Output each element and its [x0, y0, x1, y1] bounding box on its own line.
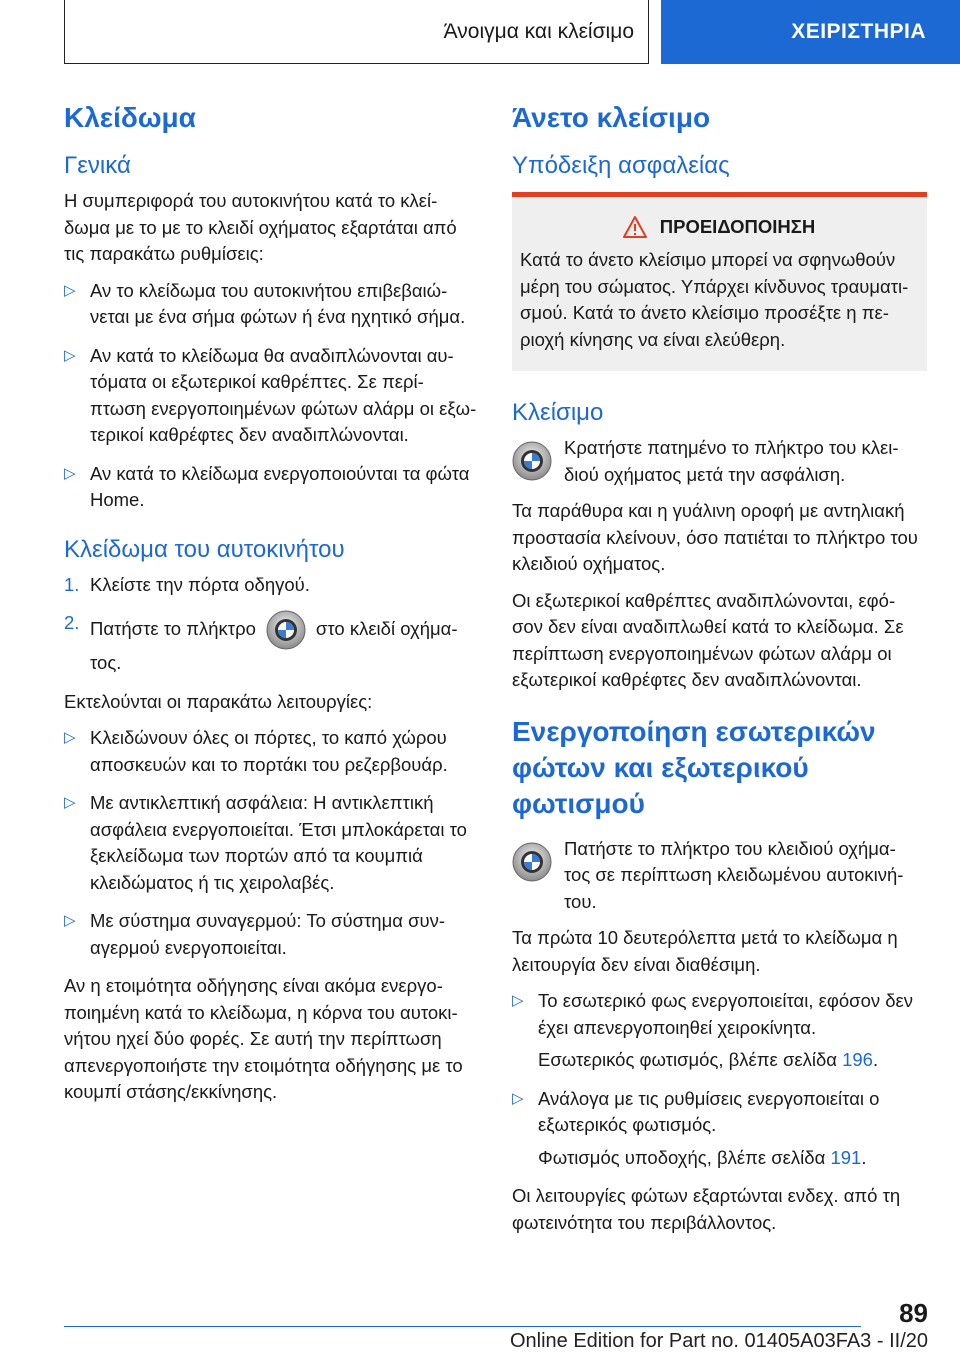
left-column — [64, 100, 479, 1116]
warning-box — [512, 192, 927, 371]
functions-paragraph: Εκτελούνται οι παρακάτω λειτουργίες: — [64, 690, 373, 712]
bmw-key-button-icon — [512, 441, 552, 481]
list-item: ▷ Αν κατά το κλείδωμα θα αναδιπλώνονται αυ- τόματα οι εξωτερικοί καθρέπτες. Σε περί- πτωση ενεργοποιημένων φώτων αλάρμ οι εξω- τερικοί καθρέφτες δεν αναδιπλώνονται. — [64, 344, 477, 445]
functions-list — [64, 725, 479, 961]
lights-paragraph-2: Τα πρώτα 10 δευτερόλεπτα μετά το κλείδωμα η λειτουργία δεν είναι διαθέσιμη. — [512, 927, 898, 975]
page-link-196[interactable]: 196 — [842, 1049, 873, 1070]
heading-locking: Κλείδωμα — [64, 102, 196, 133]
warning-triangle-icon — [622, 215, 648, 239]
closing-paragraph: Αν η ετοιμότητα οδήγησης είναι ακόμα ενεργο- ποιημένη κατά το κλείδωμα, η κόρνα του αυτοκι- νήτου ηχεί δύο φορές. Σε αυτή την περίπτωση απενεργοποιήστε την ετοιμότητα οδήγησης με το κουμπί στάσης/εκκίνησης. — [64, 975, 463, 1102]
general-paragraph: Η συμπεριφορά του αυτοκινήτου κατά το κλεί- δωμα με το με το κλειδί οχήματος εξαρτάται από τις παρακάτω ρυθμίσεις: — [64, 190, 457, 264]
triangle-bullet-icon: ▷ — [64, 281, 76, 299]
cross-reference: Φωτισμός υποδοχής, βλέπε σελίδα 191. — [538, 1146, 867, 1168]
triangle-bullet-icon: ▷ — [64, 794, 76, 811]
general-list — [64, 278, 479, 514]
list-item: ▷ Με σύστημα συναγερμού: Το σύστημα συν- αγερμού ενεργοποιείται. — [64, 910, 446, 958]
header-section-title — [64, 0, 649, 64]
triangle-bullet-icon: ▷ — [64, 729, 76, 746]
footer-divider — [64, 1326, 861, 1327]
heading-lock-vehicle: Κλείδωμα του αυτοκινήτου — [64, 535, 345, 563]
chapter-label: ΧΕΙΡΙΣΤΗΡΙΑ — [791, 20, 926, 43]
page-number: 89 — [899, 1298, 928, 1328]
footer-edition: Online Edition for Part no. 01405A03FA3 - II/20 — [509, 1330, 928, 1352]
step-item: 1. Κλείστε την πόρτα οδηγού. — [64, 573, 310, 595]
list-item: ▷ Κλειδώνουν όλες οι πόρτες, το καπό χώρου αποσκευών και το πορτάκι του ρεζερβουάρ. — [64, 727, 448, 775]
list-item: ▷ Το εσωτερικό φως ενεργοποιείται, εφόσον δεν έχει απενεργοποιηθεί χειροκίνητα. — [512, 990, 914, 1038]
heading-comfort-close: Άνετο κλείσιμο — [512, 102, 711, 133]
list-item: ▷ Ανάλογα με τις ρυθμίσεις ενεργοποιείται ο εξωτερικός φωτισμός. — [512, 1087, 880, 1135]
close-instruction: Κρατήστε πατημένο το πλήκτρο του κλει- διού οχήματος μετά την ασφάλιση. — [512, 435, 927, 488]
lights-instruction: Πατήστε το πλήκτρο του κλειδιού οχήμα- τος σε περίπτωση κλειδωμένου αυτοκινή- του. — [512, 836, 927, 916]
bmw-key-button-icon — [266, 610, 306, 650]
heading-close: Κλείσιμο — [512, 399, 604, 426]
triangle-bullet-icon: ▷ — [512, 1089, 524, 1107]
page-link-191[interactable]: 191 — [830, 1146, 862, 1168]
list-item: ▷ Αν το κλείδωμα του αυτοκινήτου επιβεβαιώ- νεται με ένα σήμα φώτων ή ένα ηχητικό σήμα. — [64, 279, 466, 327]
bmw-key-button-icon — [512, 842, 552, 882]
close-paragraph-2: Τα παράθυρα και η γυάλινη οροφή με αντηλιακή προστασία κλείνουν, όσο πατιέται το πλήκτρο του κλειδιού οχήματος. — [512, 500, 918, 574]
triangle-bullet-icon: ▷ — [64, 346, 76, 364]
heading-safety-note: Υπόδειξη ασφαλείας — [512, 152, 730, 179]
triangle-bullet-icon: ▷ — [512, 992, 524, 1009]
warning-text: Κατά το άνετο κλείσιμο μπορεί να σφηνωθούν μέρη του σώματος. Υπάρχει κίνδυνος τραυματι- σμού. Κατά το άνετο κλείσιμο προσέξτε η πε- ριοχή κίνησης να είναι ελεύθερη. — [520, 249, 909, 350]
cross-reference: Εσωτερικός φωτισμός, βλέπε σελίδα 196. — [538, 1049, 879, 1070]
lights-paragraph-3: Οι λειτουργίες φώτων εξαρτώνται ενδεχ. από τη φωτεινότητα του περιβάλλοντος. — [512, 1185, 901, 1233]
lights-list — [512, 988, 927, 1041]
lock-steps — [64, 572, 479, 677]
lights-list-2 — [512, 1086, 927, 1139]
list-item: ▷ Με αντικλεπτική ασφάλεια: Η αντικλεπτική ασφάλεια ενεργοποιείται. Έτσι μπλοκάρεται το ξεκλείδωμα των πορτών από τα κουμπιά κλειδώματος ή τις χειρολαβές. — [64, 792, 467, 893]
section-label: Άνοιγμα και κλείσιμο — [443, 19, 634, 43]
right-column — [512, 100, 927, 1246]
header-chapter-tab[interactable] — [661, 0, 960, 64]
close-paragraph-3: Οι εξωτερικοί καθρέπτες αναδιπλώνονται, εφό- σον δεν είναι αναδιπλωθεί κατά το κλείδωμα. Σε περίπτωση ενεργοποιημένων φώτων αλάρμ οι εξωτερικοί καθρέφτες δεν αναδιπλώνονται. — [512, 589, 904, 690]
heading-general: Γενικά — [64, 152, 131, 179]
heading-lights: Ενεργοποίηση εσωτερικών φώτων και εξωτερικού φωτισμού — [512, 715, 876, 819]
warning-title: ΠΡΟΕΙΔΟΠΟΙΗΣΗ — [520, 215, 917, 239]
list-item: ▷ Αν κατά το κλείδωμα ενεργοποιούνται τα φώτα Home. — [64, 462, 470, 510]
triangle-bullet-icon: ▷ — [64, 912, 76, 929]
step-item: 2. Πατήστε το πλήκτρο στο κλειδί οχήμα- τος. — [64, 612, 458, 673]
triangle-bullet-icon: ▷ — [64, 464, 76, 482]
